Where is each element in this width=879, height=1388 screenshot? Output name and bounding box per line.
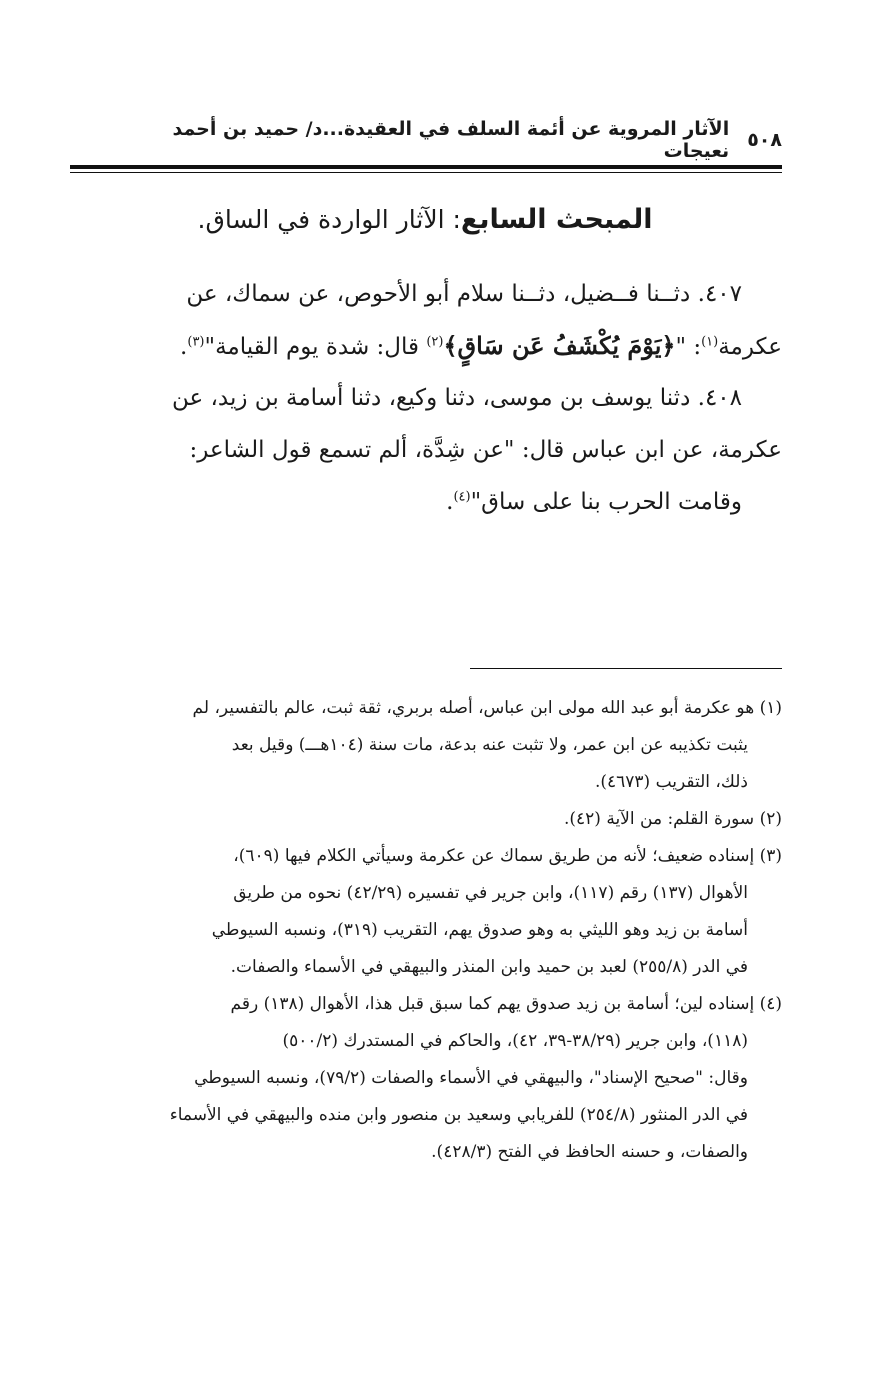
narration-407-line-1: [70, 268, 782, 320]
narration-text: ٤٠٨. دثنا يوسف بن موسى، دثنا وكيع، دثنا أسامة بن زيد، عن: [171, 385, 742, 411]
header-rule-thin: [70, 172, 782, 173]
footnote-1: (١) هو عكرمة أبو عبد الله مولى ابن عباس، أصله بربري، ثقة ثبت، عالم بالتفسير، لم: [192, 698, 782, 718]
narration-text: قال: شدة يوم القيامة": [204, 334, 427, 360]
footnote-separator: [470, 668, 782, 669]
footnote-ref[interactable]: (٢): [426, 334, 444, 350]
narration-text: .: [446, 489, 454, 515]
footnote-4-cont: (١١٨)، وابن جرير (٣٨/٢٩-٣٩، ٤٢)، والحاكم في المستدرك (٥٠٠/٢): [282, 1031, 748, 1051]
footnote-4: (٤) إسناده لين؛ أسامة بن زيد صدوق يهم كما سبق قبل هذا، الأهوال (١٣٨) رقم: [230, 994, 782, 1014]
narration-text: عكرمة: [718, 334, 782, 360]
narration-text: عكرمة، عن ابن عباس قال: "عن شِدَّة، ألم تسمع قول الشاعر:: [189, 437, 782, 463]
narration-407-line-2: [70, 320, 782, 372]
narration-408-line-1: [70, 372, 782, 424]
footnote-4-cont: والصفات، و حسنه الحافظ في الفتح (٤٢٨/٣).: [431, 1142, 748, 1162]
page-number: ٥٠٨: [747, 129, 782, 151]
footnote-3: (٣) إسناده ضعيف؛ لأنه من طريق سماك عن عكرمة وسيأتي الكلام فيها (٦٠٩)،: [233, 846, 782, 866]
narration-text: .: [180, 334, 188, 360]
footnote-ref[interactable]: (٣): [187, 334, 205, 350]
footnote-3-cont: في الدر (٢٥٥/٨) لعبد بن حميد وابن المنذر والبيهقي في الأسماء والصفات.: [230, 957, 748, 977]
narration-408-line-3: [70, 476, 782, 528]
running-header: [140, 118, 782, 162]
section-title-prefix: المبحث السابع: [460, 204, 653, 235]
footnote-3-cont: الأهوال (١٣٧) رقم (١١٧)، وابن جرير في تفسيره (٤٢/٢٩) نحوه من طريق: [233, 883, 748, 903]
footnote-4-cont: في الدر المنثور (٢٥٤/٨) للفريابي وسعيد بن منصور وابن منده والبيهقي في الأسماء: [169, 1105, 748, 1125]
section-title: [100, 204, 750, 235]
quran-verse: ﴿يَوْمَ يُكْشَفُ عَن سَاقٍ﴾: [443, 331, 676, 360]
running-title: الآثار المروية عن أئمة السلف في العقيدة...د/ حميد بن أحمد نعيجات: [172, 118, 730, 162]
narration-text: : ": [675, 334, 702, 360]
narration-text: ٤٠٧. دثــنا فــضيل، دثــنا سلام أبو الأحوص، عن سماك، عن: [186, 281, 742, 307]
header-rule-thick: [70, 165, 782, 169]
footnote-1-cont: ذلك، التقريب (٤٦٧٣).: [594, 772, 748, 792]
narration-text: وقامت الحرب بنا على ساق": [470, 489, 742, 515]
footnotes: [70, 690, 782, 1171]
section-title-rest: : الآثار الواردة في الساق.: [197, 205, 461, 234]
footnote-2: (٢) سورة القلم: من الآية (٤٢).: [563, 809, 782, 829]
footnote-ref[interactable]: (٤): [453, 489, 471, 505]
footnote-ref[interactable]: (١): [701, 334, 719, 350]
footnote-3-cont: أسامة بن زيد وهو الليثي به وهو صدوق يهم، التقريب (٣١٩)، ونسبه السيوطي: [211, 920, 748, 940]
main-text: [70, 268, 782, 528]
narration-408-line-2: [70, 424, 782, 476]
footnote-1-cont: يثبت تكذيبه عن ابن عمر، ولا تثبت عنه بدعة، مات سنة (١٠٤هـــ) وقيل بعد: [231, 735, 748, 755]
footnote-4-cont: وقال: "صحيح الإسناد"، والبيهقي في الأسماء والصفات (٧٩/٢)، ونسبه السيوطي: [194, 1068, 748, 1088]
